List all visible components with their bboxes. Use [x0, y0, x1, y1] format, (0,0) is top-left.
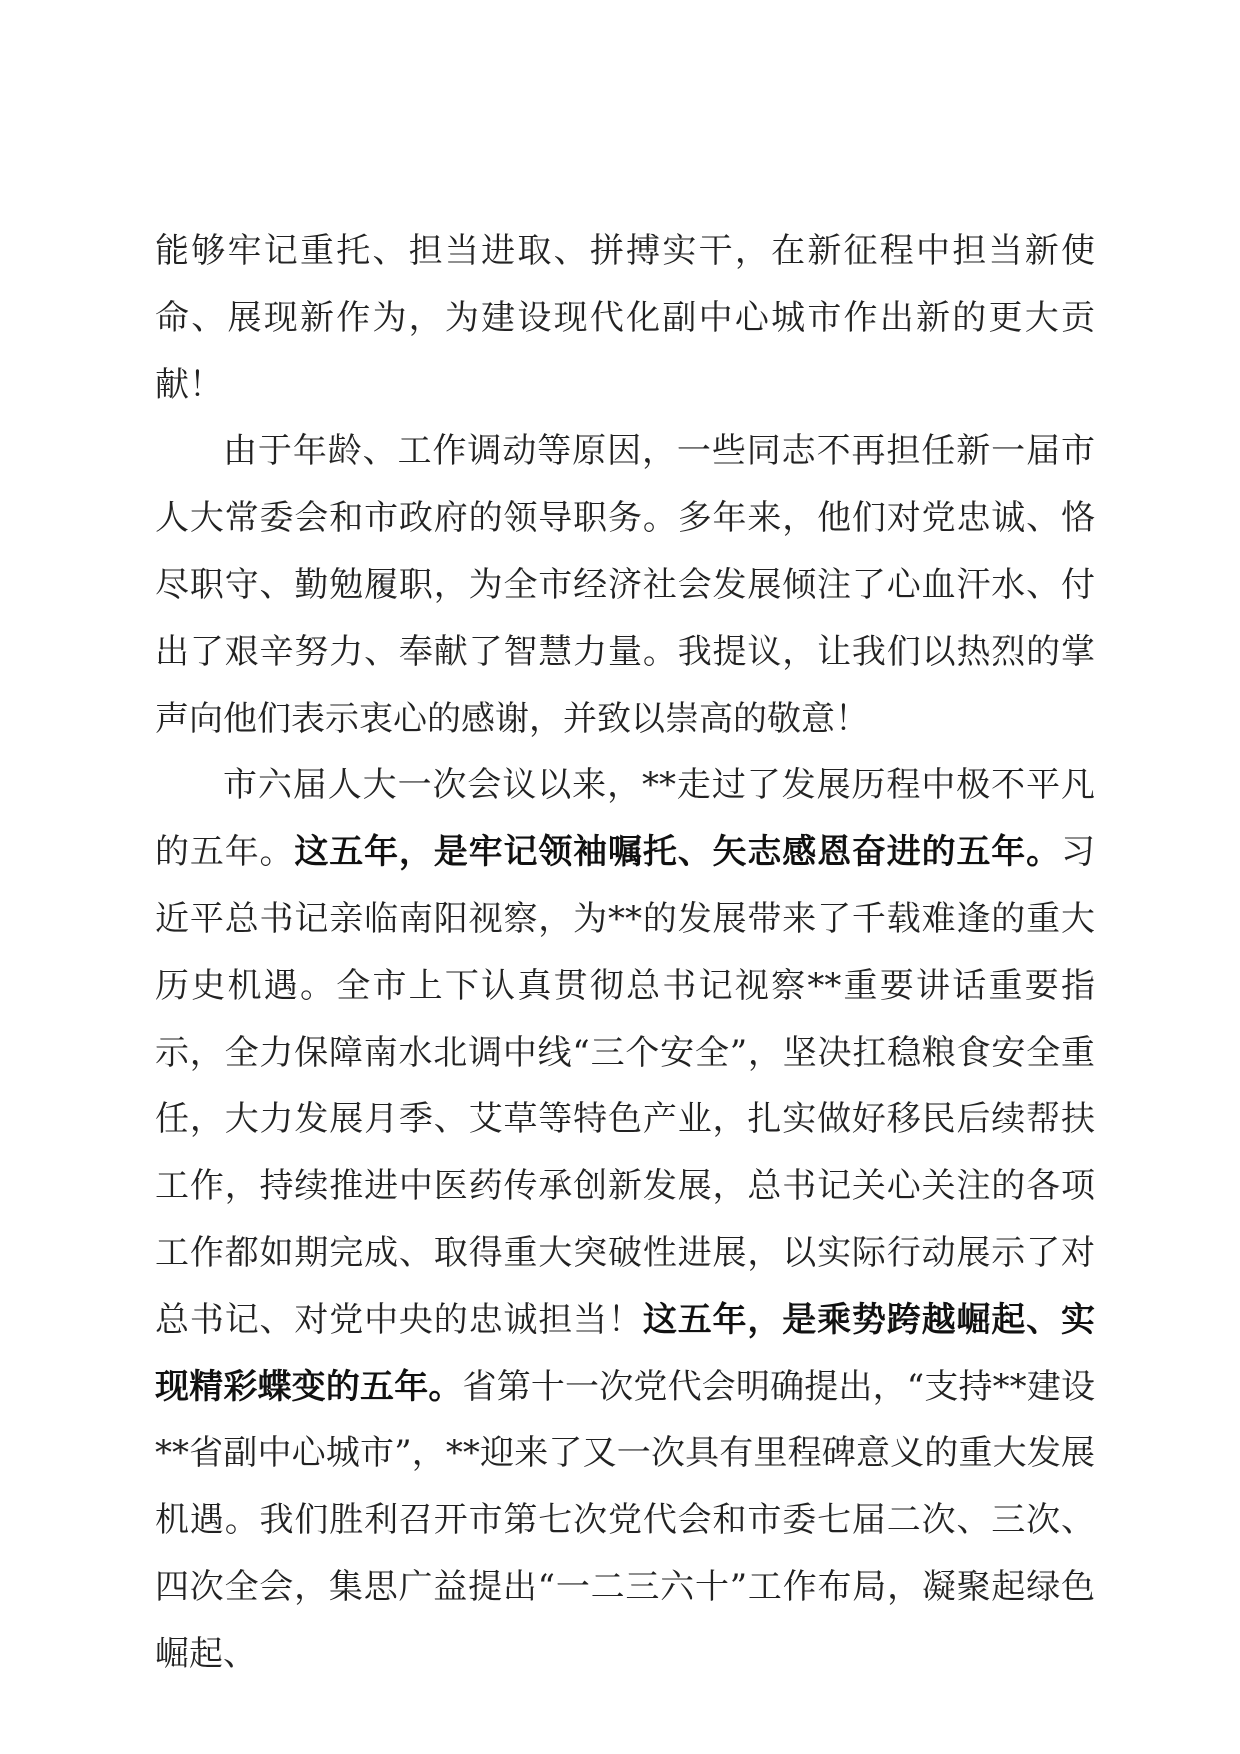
paragraph-3	[155, 752, 1095, 1687]
paragraph-text: 由于年龄、工作调动等原因，一些同志不再担任新一届市人大常委会和市政府的领导职务。多年来，他们对党忠诚、恪尽职守、勤勉履职，为全市经济社会发展倾注了心血汗水、付出了艰辛努力、奉献了智慧力量。我提议，让我们以热烈的掌声向他们表示衷心的感谢，并致以崇高的敬意！	[155, 431, 1095, 739]
paragraph-2	[155, 418, 1095, 752]
document-body	[155, 218, 1095, 1688]
paragraph-text: 省第十一次党代会明确提出，“支持**建设**省副中心城市”，**迎来了又一次具有里程碑意义的重大发展机遇。我们胜利召开市第七次党代会和市委七届二次、三次、四次全会，集思广益提出“一二三六十”工作布局，凝聚起绿色崛起、	[155, 1366, 1096, 1674]
paragraph-text: 能够牢记重托、担当进取、拼搏实干，在新征程中担当新使命、展现新作为，为建设现代化副中心城市作出新的更大贡献！	[155, 231, 1095, 405]
paragraph-text: 市六届人大一次会议以来，**走过了发展历程中极不平凡的五年。	[155, 765, 1095, 873]
paragraph-bold-heading: 这五年，是牢记领袖嘱托、矢志感恩奋进的五年。	[294, 832, 1062, 873]
paragraph-bold-heading: 这五年，是乘势跨越崛起、实现精彩蝶变的五年。	[155, 1299, 1096, 1407]
paragraph-text: 习近平总书记亲临南阳视察，为**的发展带来了千载难逢的重大历史机遇。全市上下认真贯彻总书记视察**重要讲话重要指示，全力保障南水北调中线“三个安全”，坚决扛稳粮食安全重任，大力发展月季、艾草等特色产业，扎实做好移民后续帮扶工作，持续推进中医药传承创新发展，总书记关心关注的各项工作都如期完成、取得重大突破性进展，以实际行动展示了对总书记、对党中央的忠诚担当！	[155, 832, 1096, 1340]
paragraph-1	[155, 218, 1095, 418]
